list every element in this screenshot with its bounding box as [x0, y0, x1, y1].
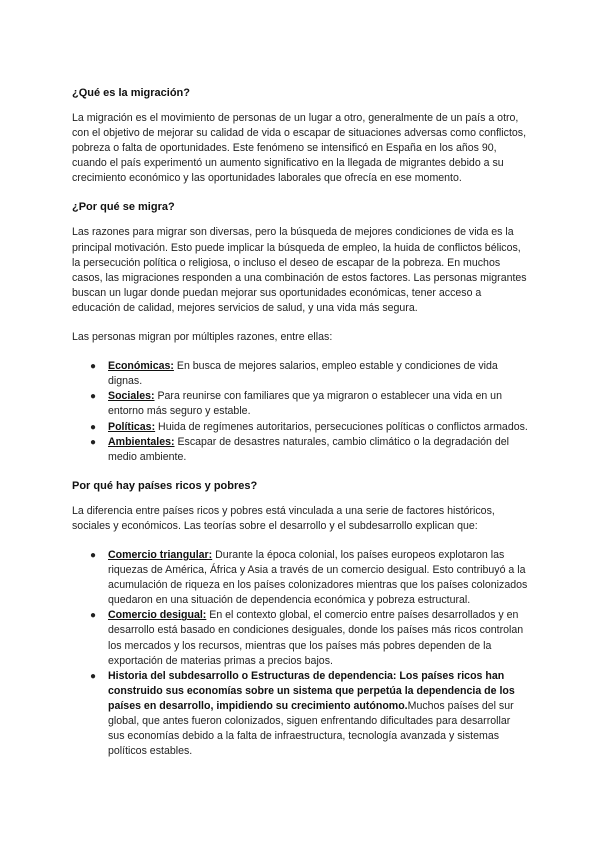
- paragraph-por-que-se-migra: Las razones para migrar son diversas, pero la búsqueda de mejores condiciones de vida es la principal motivación. Esto puede implicar la búsqueda de empleo, la huida de conflictos bélicos, la persecución política o religiosa, o incluso el deseo de escapar de la pobreza. En muchos casos, las migraciones responden a una combinación de estos factores. Las personas migrantes buscan un lugar donde puedan mejorar sus oportunidades económicas, tener acceso a educación de calidad, mejores servicios de salud, y una vida más segura.: [72, 226, 527, 314]
- list-item: [72, 359, 528, 389]
- list-razones: [72, 359, 528, 465]
- bullet-icon: ●: [90, 421, 97, 433]
- list-item-text: En busca de mejores salarios, empleo estable y condiciones de vida dignas.: [108, 360, 498, 388]
- heading-paises-ricos-pobres: Por qué hay países ricos y pobres?: [72, 479, 258, 492]
- list-item-term: Económicas:: [108, 360, 174, 373]
- heading-por-que-se-migra: ¿Por qué se migra?: [72, 201, 175, 214]
- bullet-icon: ●: [90, 361, 97, 373]
- list-item-term: Ambientales:: [108, 435, 175, 448]
- bullet-icon: ●: [90, 391, 97, 403]
- list-item: [72, 420, 528, 435]
- list-teorias: [72, 548, 528, 759]
- list-item-text: Escapar de desastres naturales, cambio climático o la degradación del medio ambiente.: [108, 435, 510, 463]
- paragraph-paises-ricos-pobres: La diferencia entre países ricos y pobres está vinculada a una serie de factores históricos, sociales y económicos. Las teorías sobre el desarrollo y el subdesarrollo explican que:: [72, 504, 495, 532]
- list-item-text: Muchos países del sur global, que antes fueron colonizados, siguen enfrentando dificultades para desarrollar sus economías debido a la falta de infraestructura, tecnología avanzada y sistemas políticos estables.: [108, 699, 514, 758]
- list-item-bold-text: Los países ricos han construido sus economías sobre un sistema que perpetúa la dependencia de los países en desarrollo, impidiendo su crecimiento autónomo.: [108, 669, 515, 712]
- document-page: [72, 86, 528, 773]
- bullet-icon: ●: [90, 610, 97, 622]
- bullet-icon: ●: [90, 549, 97, 561]
- list-item-text: Para reunirse con familiares que ya migraron o establecer una vida en un entorno más seguro y estable.: [108, 390, 502, 418]
- list-item-text: Durante la época colonial, los países europeos explotaron las riquezas de América, África y Asia a través de un comercio desigual. Esto contribuyó a la acumulación de riqueza en los países colonizadores mientras que los países colonizados quedaron en una situación de dependencia económica y pobreza estructural.: [108, 548, 528, 607]
- list-item: [72, 389, 528, 419]
- bullet-icon: ●: [90, 670, 97, 682]
- list-item: [72, 608, 528, 668]
- list-item: [72, 548, 528, 608]
- list-item-term: Comercio triangular:: [108, 548, 213, 561]
- list-item-term: Historia del subdesarrollo o Estructuras de dependencia:: [108, 669, 397, 682]
- list-item: [72, 435, 528, 465]
- list-item-term: Sociales:: [108, 390, 155, 403]
- list-item-term: Políticas:: [108, 420, 156, 433]
- paragraph-que-es-migracion: La migración es el movimiento de personas de un lugar a otro, generalmente de un país a otro, con el objetivo de mejorar su calidad de vida o escapar de situaciones adversas como conflictos, pobreza o falta de oportunidades. Este fenómeno se intensificó en España en los años 90, cuando el país experimentó un aumento significativo en la llegada de migrantes debido a su crecimiento económico y las oportunidades laborales que ofrecía en ese momento.: [72, 112, 527, 185]
- paragraph-intro-razones: Las personas migran por múltiples razones, entre ellas:: [72, 331, 333, 344]
- list-item-text: Huida de regímenes autoritarios, persecuciones políticas o conflictos armados.: [155, 420, 528, 433]
- bullet-icon: ●: [90, 436, 97, 448]
- list-item-term: Comercio desigual:: [108, 609, 207, 622]
- heading-que-es-migracion: ¿Qué es la migración?: [72, 87, 190, 99]
- list-item-text: En el contexto global, el comercio entre países desarrollados y en desarrollo está basado en condiciones desiguales, donde los países más ricos controlan los mercados y los recursos, mientras que los países más pobres dependen de la exportación de materias primas a precios bajos.: [108, 609, 524, 667]
- list-item: [72, 669, 528, 760]
